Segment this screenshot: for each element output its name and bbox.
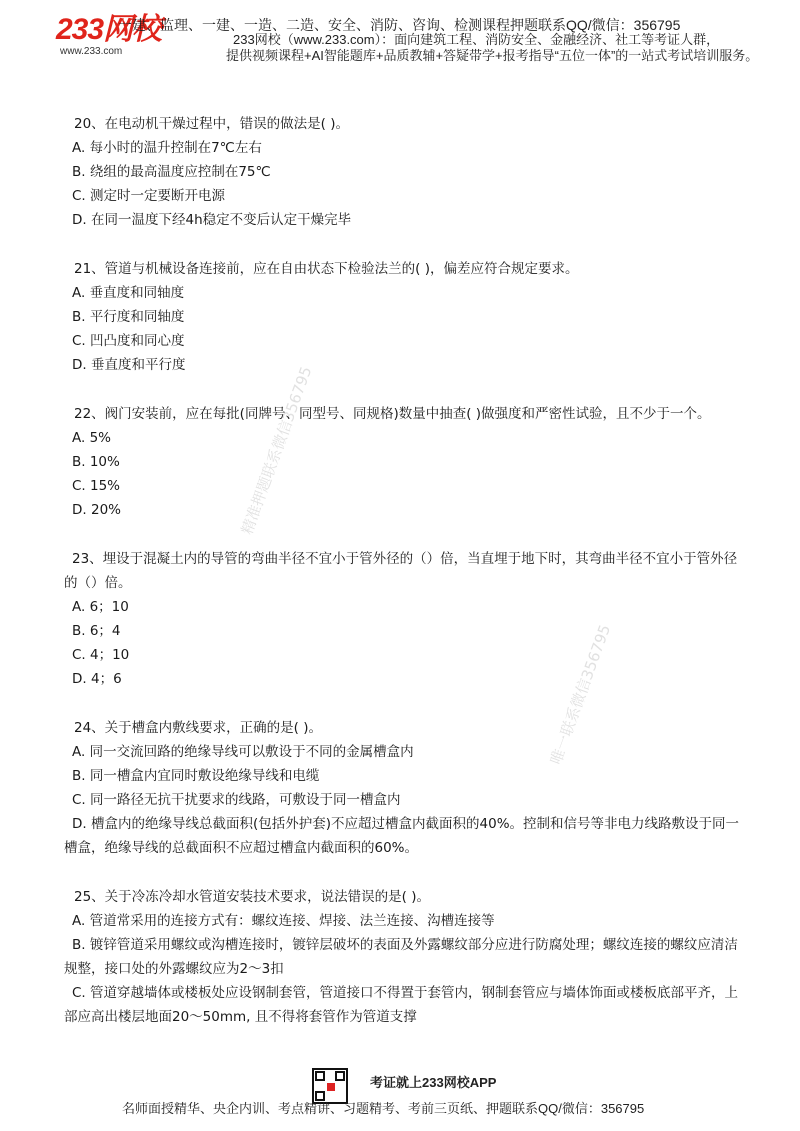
question-option: D. 槽盒内的绝缘导线总截面积(包括外护套)不应超过槽盒内截面积的40%。控制和信号等非电力线路敷设于同一槽盒，绝缘导线的总截面积不应超过槽盒内截面积的60%。: [64, 816, 740, 856]
question-option: B. 10%: [72, 454, 120, 470]
watermark-text: 精准押题联系微信356795: [237, 364, 316, 537]
question-title: 20、在电动机干燥过程中，错误的做法是( )。: [74, 116, 350, 132]
question-option: C. 同一路径无抗干扰要求的线路，可敷设于同一槽盒内: [72, 792, 401, 808]
question-option: D. 在同一温度下经4h稳定不变后认定干燥完毕: [72, 212, 352, 228]
header-contact-line: 一建、监理、一建、一造、二造、安全、消防、咨询、检测课程押题联系QQ/微信：356795: [118, 17, 681, 33]
question-option: B. 镀锌管道采用螺纹或沟槽连接时，镀锌层破坏的表面及外露螺纹部分应进行防腐处理；螺纹连接的螺纹应清洁规整，接口处的外露螺纹应为2～3扣: [64, 937, 738, 977]
question-item: [64, 257, 744, 377]
question-option: B. 同一槽盒内宜同时敷设绝缘导线和电缆: [72, 768, 320, 784]
question-option: D. 4；6: [72, 671, 122, 687]
page-header: [0, 0, 800, 70]
page-footer: [0, 1062, 800, 1131]
question-title: 25、关于冷冻冷却水管道安装技术要求，说法错误的是( )。: [74, 889, 431, 905]
question-option: A. 管道常采用的连接方式有：螺纹连接、焊接、法兰连接、沟槽连接等: [72, 913, 495, 929]
question-item: [64, 716, 744, 860]
logo-url: www.233.com: [60, 46, 123, 57]
question-option: B. 平行度和同轴度: [72, 309, 185, 325]
question-option: C. 测定时一定要断开电源: [72, 188, 226, 204]
question-option: A. 每小时的温升控制在7℃左右: [72, 140, 262, 156]
question-option: A. 同一交流回路的绝缘导线可以敷设于不同的金属槽盒内: [72, 744, 414, 760]
header-services-line: 提供视频课程+AI智能题库+品质教辅+答疑带学+报考指导“五位一体”的一站式考试培训服务。: [226, 48, 759, 63]
question-option: A. 6；10: [72, 599, 129, 615]
question-option: D. 20%: [72, 502, 121, 518]
question-item: [64, 402, 744, 522]
question-option: A. 垂直度和同轴度: [72, 285, 185, 301]
question-title: 21、管道与机械设备连接前，应在自由状态下检验法兰的( )，偏差应符合规定要求。: [74, 261, 579, 277]
question-option: C. 凹凸度和同心度: [72, 333, 185, 349]
question-title: 23、埋设于混凝土内的导管的弯曲半径不宜小于管外径的（）倍，当直埋于地下时，其弯曲半径不宜小于管外径的（）倍。: [64, 551, 738, 591]
question-option: A. 5%: [72, 430, 111, 446]
question-title: 22、阀门安装前，应在每批(同牌号、同型号、同规格)数量中抽查( )做强度和严密性试验，且不少于一个。: [74, 406, 711, 422]
watermark-text: 唯一联系微信356795: [546, 622, 615, 767]
question-option: C. 管道穿越墙体或楼板处应设钢制套管，管道接口不得置于套管内，钢制套管应与墙体饰面或楼板底部平齐，上部应高出楼层地面20～50mm, 且不得将套管作为管道支撑: [64, 985, 739, 1025]
question-item: [64, 547, 744, 691]
question-option: D. 垂直度和平行度: [72, 357, 186, 373]
question-option: B. 绕组的最高温度应控制在75℃: [72, 164, 271, 180]
question-item: [64, 112, 744, 232]
footer-contact-line: 名师面授精华、央企内训、考点精讲、习题精考、考前三页纸、押题联系QQ/微信：356795: [122, 1101, 645, 1116]
question-title: 24、关于槽盒内敷线要求，正确的是( )。: [74, 720, 323, 736]
question-option: C. 15%: [72, 478, 121, 494]
question-item: [64, 885, 744, 1029]
question-option: B. 6；4: [72, 623, 121, 639]
question-list: [64, 112, 744, 1054]
header-intro-line: 233网校（www.233.com）：面向建筑工程、消防安全、金融经济、社工等考证人群，: [233, 32, 720, 47]
logo-text: 233网校: [56, 13, 162, 46]
footer-app-title: 考证就上233网校APP: [370, 1075, 497, 1090]
question-option: C. 4；10: [72, 647, 130, 663]
